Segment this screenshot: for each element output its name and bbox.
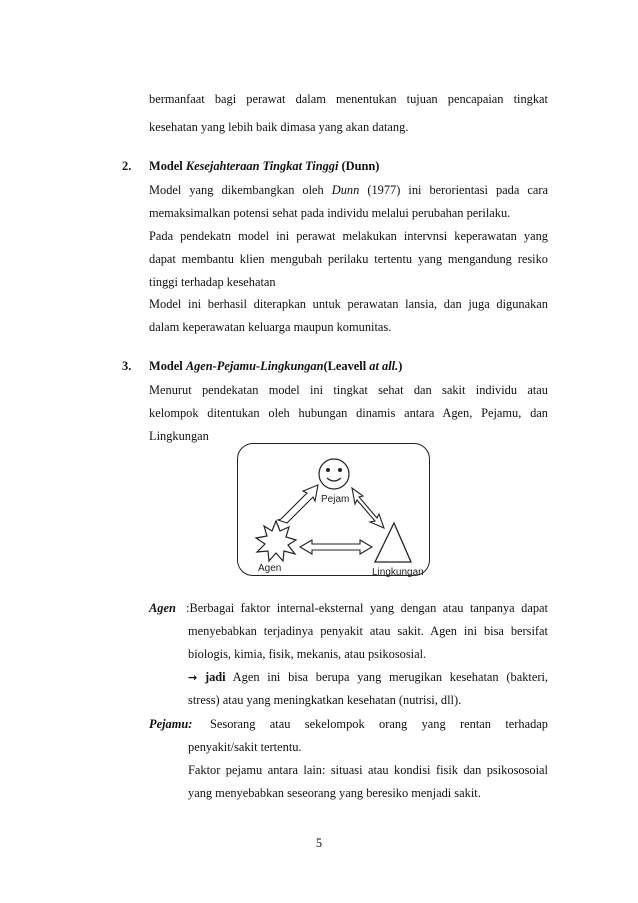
section-3-heading-italic-2: at all. xyxy=(369,359,399,373)
section-3-number: 3. xyxy=(122,359,132,373)
pejamu-term xyxy=(149,716,192,732)
pejamu-term-text: Pejamu: xyxy=(149,717,193,731)
section-2-p2-line-3: tinggi terhadap kesehatan xyxy=(149,275,276,289)
p1-line1-b: (1977) ini berorientasi pada cara xyxy=(359,183,548,197)
smiley-face-icon xyxy=(319,459,349,489)
section-3-heading-italic: Agen-Pejamu-Lingkungan xyxy=(185,359,324,373)
section-2-number: 2. xyxy=(122,159,132,173)
agen-pejamu-lingkungan-diagram xyxy=(237,443,430,576)
agen-def-line-4-rest: Agen ini bisa berupa yang merugikan kesehatan (bakteri, xyxy=(225,670,548,684)
agen-def-line-5: stress) atau yang meningkatkan kesehatan (nutrisi, dll). xyxy=(188,693,462,707)
pejamu-def-line-3: Faktor pejamu antara lain: situasi atau kondisi fisik dan psikososoial xyxy=(188,763,548,777)
agen-def-line-4 xyxy=(188,669,548,686)
section-3-heading-prefix: Model xyxy=(149,359,186,373)
lingkungan-label: Lingkungan xyxy=(372,567,424,578)
arrow-right-icon: → xyxy=(188,671,198,684)
agen-def-line-1-text: :Berbagai faktor internal-eksternal yang dengan atau tanpanya dapat xyxy=(186,601,548,615)
triangle-icon xyxy=(375,523,411,562)
section-2-p3-line-2: dalam keperawatan keluarga maupun komunitas. xyxy=(149,320,392,334)
section-3-p1-line-3: Lingkungan xyxy=(149,429,209,443)
agen-label: Agen xyxy=(258,563,282,574)
section-2-p3-line-1: Model ini berhasil diterapkan untuk perawatan lansia, dan juga digunakan xyxy=(149,297,548,311)
agen-def-line-3: biologis, kimia, fisik, mekanis, atau psikososial. xyxy=(188,647,427,661)
section-2-heading-italic: Kesejahteraan Tingkat Tinggi xyxy=(185,159,339,173)
section-3-p1-line-1: Menurut pendekatan model ini tingkat sehat dan sakit individu atau xyxy=(149,383,548,397)
section-3-heading-mid: (Leavell xyxy=(323,359,370,373)
arrow-agen-lingkungan xyxy=(300,540,372,554)
section-3-heading xyxy=(149,358,402,374)
section-2-p2-line-2: dapat membantu klien mengubah perilaku tertentu yang mengandung resiko xyxy=(149,252,548,266)
section-2-p2-line-1: Pada pendekatn model ini perawat melakukan intervnsi keperawatan yang xyxy=(149,229,548,243)
jadi-word: jadi xyxy=(204,670,226,684)
pejamu-def-line-4: yang menyebabkan seseorang yang beresiko menjadi sakit. xyxy=(188,786,481,800)
pejamu-def-line-2: penyakit/sakit tertentu. xyxy=(188,740,302,754)
section-2-p1-line-2: memaksimalkan potensi sehat pada individu melalui perubahan perilaku. xyxy=(149,206,511,220)
arrow-pejamu-lingkungan xyxy=(352,488,384,528)
arrow-pejamu-agen xyxy=(278,485,318,523)
intro-line-2: kesehatan yang lebih baik dimasa yang akan datang. xyxy=(149,120,409,134)
agen-def-line-1 xyxy=(186,600,548,616)
section-2-heading-suffix: (Dunn) xyxy=(338,159,380,173)
page-number: 5 xyxy=(315,836,323,850)
agen-term xyxy=(149,600,176,616)
agen-term-text: Agen xyxy=(149,601,176,615)
pejamu-label: Pejam xyxy=(321,494,350,505)
section-2-heading xyxy=(149,158,379,174)
section-3-heading-suffix: ) xyxy=(398,359,403,373)
starburst-icon xyxy=(256,521,296,561)
section-3-p1-line-2: kelompok ditentukan oleh hubungan dinamis antara Agen, Pejamu, dan xyxy=(149,406,548,420)
pejamu-def-line-1: Sesorang atau sekelompok orang yang rentan terhadap xyxy=(210,717,548,731)
p1-line1-a: Model yang dikembangkan oleh xyxy=(149,183,332,197)
diagram-graphics xyxy=(238,444,431,577)
section-2-p1-line-1 xyxy=(149,182,548,198)
p1-line1-italic: Dunn xyxy=(331,183,360,197)
agen-def-line-2: menyebabkan terjadinya penyakit atau sakit. Agen ini bisa bersifat xyxy=(188,624,548,638)
intro-line-1: bermanfaat bagi perawat dalam menentukan tujuan pencapaian tingkat xyxy=(149,92,548,106)
section-2-heading-prefix: Model xyxy=(149,159,186,173)
